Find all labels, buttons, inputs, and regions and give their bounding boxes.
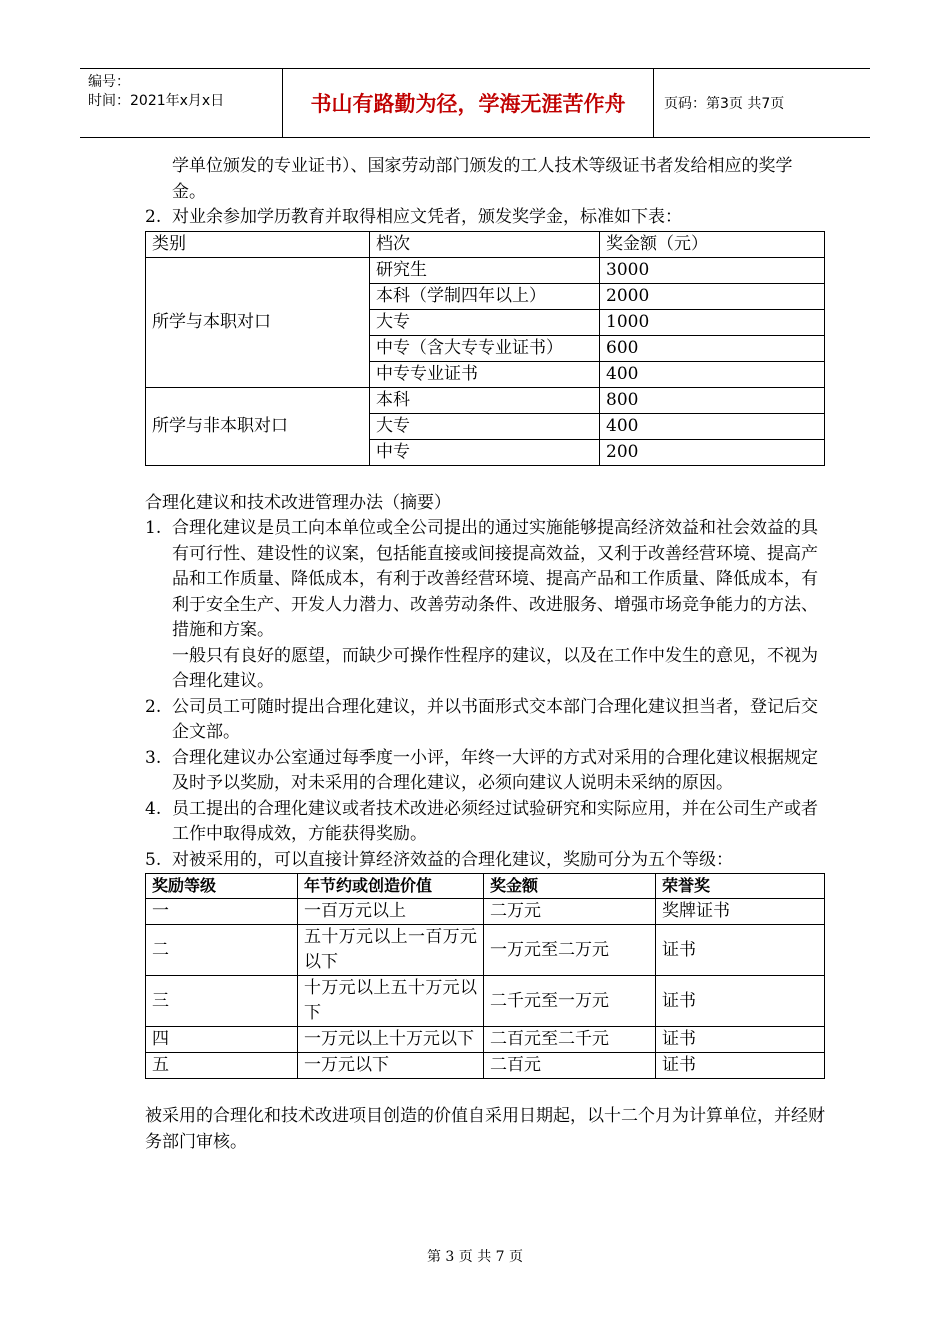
- table-cell: 二百元至二千元: [484, 1027, 656, 1053]
- table-cell: 二: [146, 925, 298, 976]
- item-number: 5.: [145, 849, 162, 870]
- table-cell: 本科: [370, 387, 600, 413]
- table-cell: 十万元以上五十万元以下: [298, 976, 484, 1027]
- table-cell: 四: [146, 1027, 298, 1053]
- list-item: [145, 848, 825, 874]
- item-number: 1.: [145, 518, 162, 538]
- table-header-row: [146, 231, 825, 257]
- table-cell: 一: [146, 899, 298, 925]
- table-cell: 证书: [656, 976, 825, 1027]
- table-cell: 奖牌证书: [656, 899, 825, 925]
- table-cell: 2000: [600, 283, 825, 309]
- reward-table: [145, 873, 825, 1079]
- table-cell: 800: [600, 387, 825, 413]
- table-header-cell: 年节约或创造价值: [298, 874, 484, 899]
- table-row: [146, 976, 825, 1027]
- table-cell: 中专（含大专专业证书）: [370, 335, 600, 361]
- table-cell: 1000: [600, 309, 825, 335]
- page-header: [80, 68, 870, 138]
- table-cell: 五: [146, 1053, 298, 1079]
- table-cell: 200: [600, 439, 825, 465]
- table-cell: 一百万元以上: [298, 899, 484, 925]
- table-cell: 证书: [656, 925, 825, 976]
- table-cell: 二千元至一万元: [484, 976, 656, 1027]
- table-header-row: [146, 874, 825, 899]
- closing-paragraph: 被采用的合理化和技术改进项目创造的价值自采用日期起，以十二个月为计算单位，并经财务部门审核。: [145, 1106, 825, 1152]
- table-cell: 本科（学制四年以上）: [370, 283, 600, 309]
- document-body: [145, 154, 825, 1155]
- table-cell: 大专: [370, 413, 600, 439]
- table-cell: 研究生: [370, 257, 600, 283]
- table-cell: 三: [146, 976, 298, 1027]
- table-cell: 证书: [656, 1053, 825, 1079]
- item-text: 公司员工可随时提出合理化建议，并以书面形式交本部门合理化建议担当者，登记后交企文部。: [172, 696, 818, 742]
- table-cell: 中专专业证书: [370, 361, 600, 387]
- table-row: [146, 1027, 825, 1053]
- table-row: [146, 1053, 825, 1079]
- scholarship-table: [145, 231, 825, 466]
- header-meta: [80, 69, 283, 137]
- table-cell: 证书: [656, 1027, 825, 1053]
- category-cell: 所学与非本职对口: [146, 387, 370, 465]
- item-number: 2.: [145, 207, 162, 227]
- table-cell: 400: [600, 361, 825, 387]
- intro-continuation: 学单位颁发的专业证书）、国家劳动部门颁发的工人技术等级证书者发给相应的奖学金。: [172, 156, 793, 202]
- table-row: [146, 899, 825, 925]
- table-header-cell: 类别: [146, 231, 370, 257]
- table-cell: 一万元至二万元: [484, 925, 656, 976]
- item-text: 对被采用的，可以直接计算经济效益的合理化建议，奖励可分为五个等级：: [172, 849, 733, 870]
- intro-item-2: [145, 205, 825, 231]
- page-footer: 第 3 页 共 7 页: [426, 1249, 524, 1265]
- table-cell: 400: [600, 413, 825, 439]
- item-text: 员工提出的合理化建议或者技术改进必须经过试验研究和实际应用，并在公司生产或者工作中取得成效，方能获得奖励。: [172, 798, 818, 844]
- header-page-info: 页码：第3页 共7页: [664, 96, 785, 112]
- list-item: [145, 695, 825, 746]
- item-number: 3.: [145, 747, 162, 768]
- item-text: 合理化建议办公室通过每季度一小评，年终一大评的方式对采用的合理化建议根据规定及时予以奖励，对未采用的合理化建议，必须向建议人说明未采纳的原因。: [172, 747, 818, 793]
- table-cell: 二万元: [484, 899, 656, 925]
- table-cell: 二百元: [484, 1053, 656, 1079]
- table-cell: 大专: [370, 309, 600, 335]
- table-row: [146, 387, 825, 413]
- list-item: [145, 797, 825, 848]
- header-motto: 书山有路勤为径，学海无涯苦作舟: [283, 69, 654, 137]
- list-item: [145, 746, 825, 797]
- table-header-cell: 档次: [370, 231, 600, 257]
- table-row: [146, 257, 825, 283]
- table-header-cell: 奖金额（元）: [600, 231, 825, 257]
- table-cell: 中专: [370, 439, 600, 465]
- section-title: 合理化建议和技术改进管理办法（摘要）: [145, 492, 451, 513]
- item-text: 合理化建议是员工向本单位或全公司提出的通过实施能够提高经济效益和社会效益的具有可行性、建设性的议案，包括能直接或间接提高效益，又利于改善经营环境、提高产品和工作质量、降低成本，有利于改善经营环境、提高产品和工作质量、降低成本，有利于安全生产、开发人力潜力、改善劳动条件、改进服务、增强市场竞争能力的方法、措施和方案。: [172, 518, 818, 640]
- table-cell: 一万元以下: [298, 1053, 484, 1079]
- table-cell: 一万元以上十万元以下: [298, 1027, 484, 1053]
- table-cell: 600: [600, 335, 825, 361]
- time-label: 时间：2021年x月x日: [88, 93, 225, 109]
- table-row: [146, 925, 825, 976]
- item-number: 2.: [145, 696, 162, 717]
- list-item: [145, 516, 825, 644]
- table-cell: 3000: [600, 257, 825, 283]
- table-cell: 五十万元以上一百万元以下: [298, 925, 484, 976]
- item-number: 4.: [145, 798, 162, 819]
- table-header-cell: 奖励等级: [146, 874, 298, 899]
- table-header-cell: 奖金额: [484, 874, 656, 899]
- category-cell: 所学与本职对口: [146, 257, 370, 387]
- list-item-note: 一般只有良好的愿望，而缺少可操作性程序的建议，以及在工作中发生的意见，不视为合理化建议。: [172, 645, 818, 691]
- table-header-cell: 荣誉奖: [656, 874, 825, 899]
- number-label: 编号：: [88, 74, 130, 90]
- item-text: 对业余参加学历教育并取得相应文凭者，颁发奖学金，标准如下表：: [172, 207, 682, 227]
